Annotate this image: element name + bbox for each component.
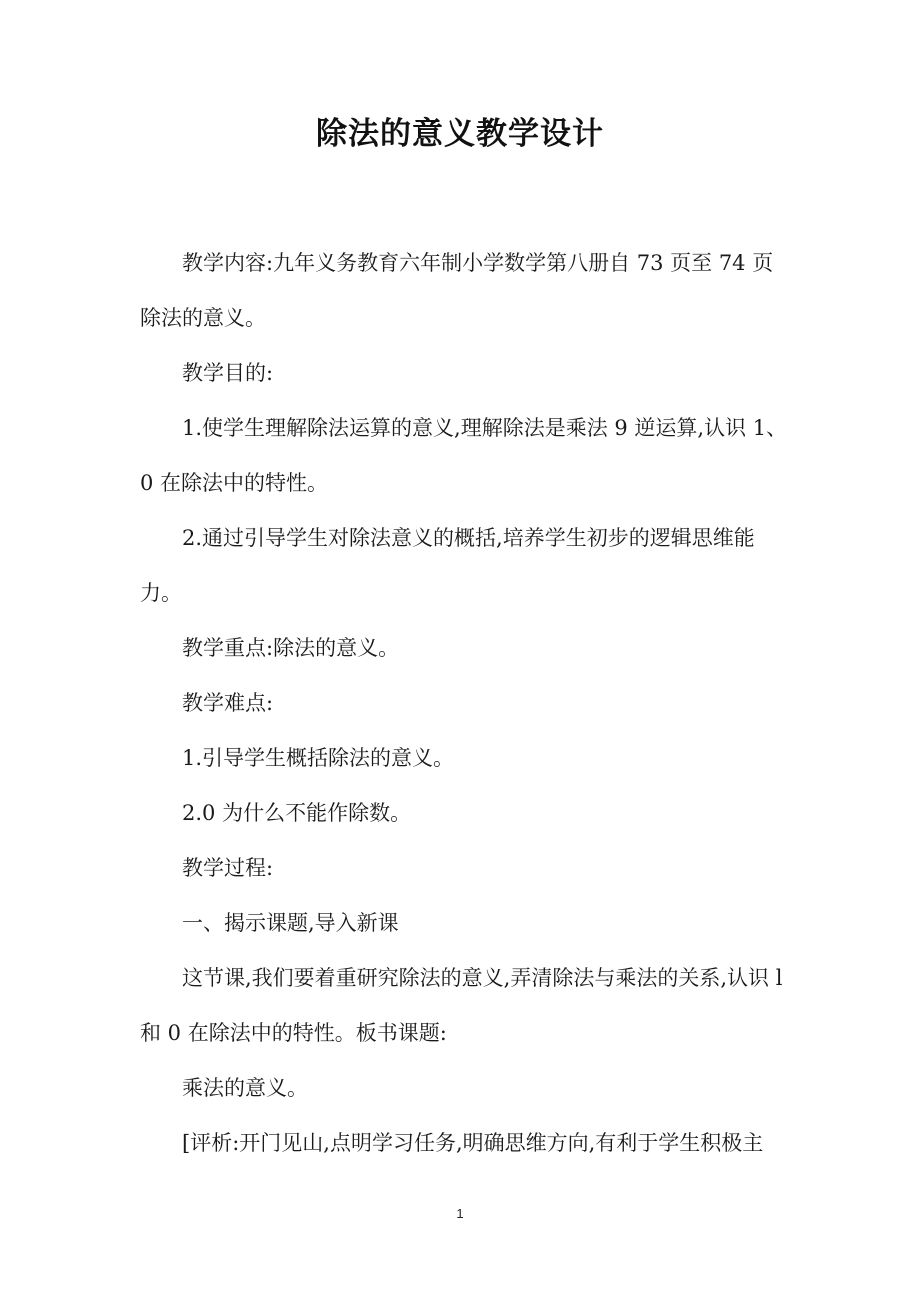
paragraph-introduction: 这节课,我们要着重研究除法的意义,弄清除法与乘法的关系,认识 l 和 0 在除法中的特性。板书课题:	[140, 966, 783, 1045]
page-number: 1	[456, 1206, 464, 1221]
paragraph-commentary: [评析:开门见山,点明学习任务,明确思维方向,有利于学生积极主	[182, 1131, 764, 1155]
document-body	[140, 236, 788, 1171]
paragraph-process-heading: 教学过程:	[182, 856, 274, 880]
paragraph-key-point: 教学重点:除法的意义。	[182, 636, 400, 660]
paragraph-difficulty-heading: 教学难点:	[182, 691, 274, 715]
paragraph-difficulty-1: 1.引导学生概括除法的意义。	[182, 746, 455, 770]
paragraph-purpose-1: 1.使学生理解除法运算的意义,理解除法是乘法 9 逆运算,认识 1、0 在除法中的特性。	[140, 416, 788, 495]
paragraph-difficulty-2: 2.0 为什么不能作除数。	[182, 801, 412, 825]
paragraph-board-title: 乘法的意义。	[182, 1076, 308, 1100]
paragraph-teaching-content: 教学内容:九年义务教育六年制小学数学第八册自 73 页至 74 页除法的意义。	[140, 251, 774, 330]
document-title: 除法的意义教学设计	[316, 116, 604, 152]
paragraph-teaching-purpose-heading: 教学目的:	[182, 361, 274, 385]
paragraph-section-1-heading: 一、揭示课题,导入新课	[182, 911, 399, 935]
paragraph-purpose-2: 2.通过引导学生对除法意义的概括,培养学生初步的逻辑思维能力。	[140, 526, 755, 605]
